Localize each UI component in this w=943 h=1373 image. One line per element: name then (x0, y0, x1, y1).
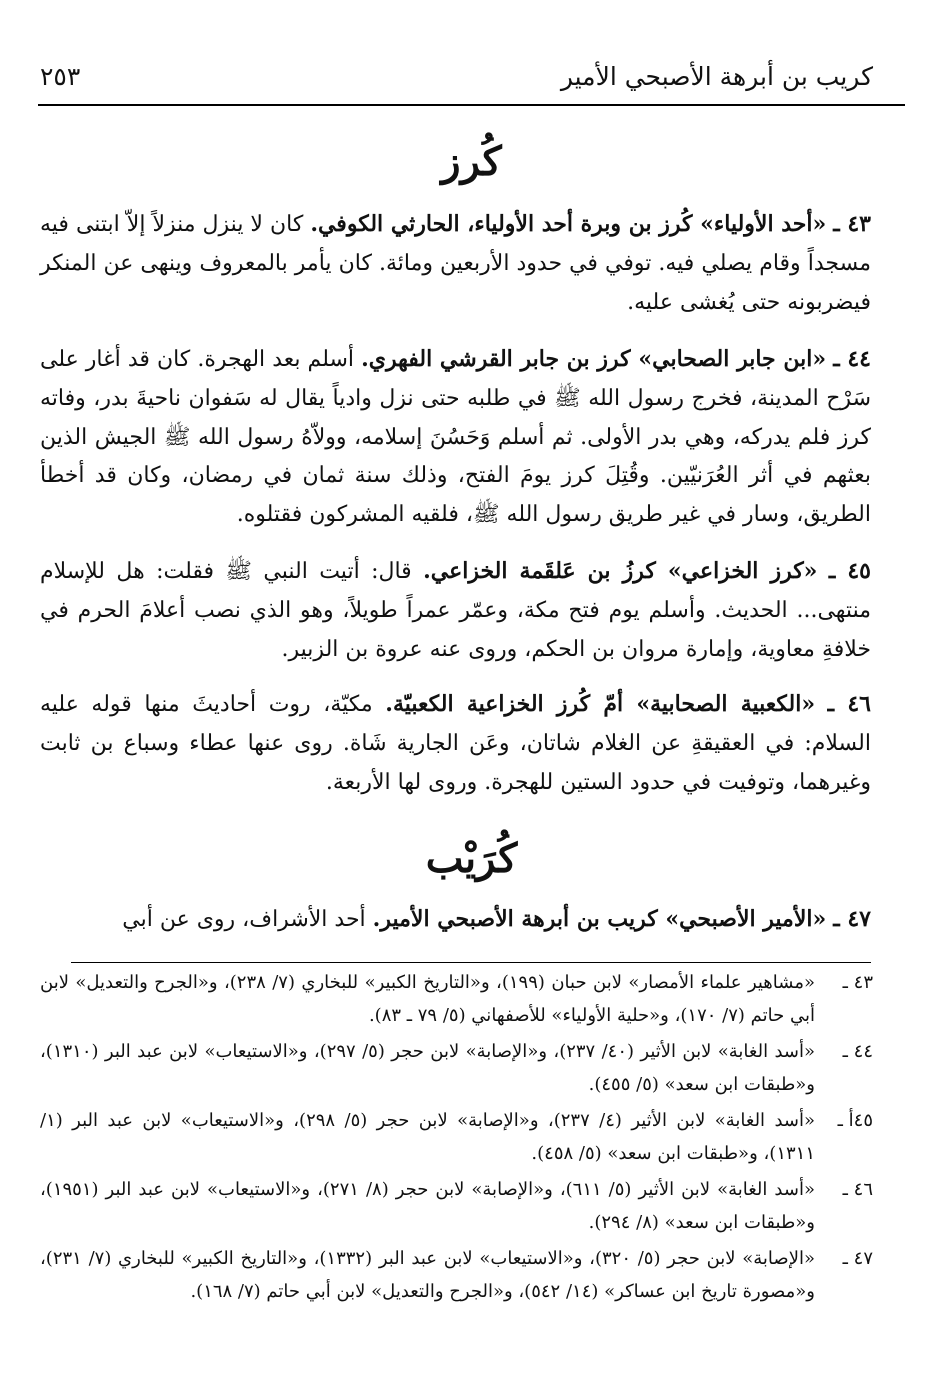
entry-46 (40, 685, 871, 802)
footnote-46 (40, 1173, 873, 1239)
footnote-text: «الإصابة» لابن حجر (٥/ ٣٢٠)، و«الاستيعاب» لابن عبد البر (١٣٣٢)، و«التاريخ الكبير» للبخاري (٧/ ٢٣١)، و«مصورة تاريخ ابن عساكر» (١٤/ ٥٤٢)، و«الجرح والتعديل» لابن أبي حاتم (٧/ ١٦٨). (40, 1248, 815, 1302)
footnote-45 (40, 1104, 873, 1170)
entry-number: ٤٧ ـ (833, 906, 871, 932)
footnote-number: ٤٦ ـ (842, 1179, 873, 1200)
entry-lead: «كرز الخزاعي» كرزُ بن عَلقَمة الخزاعي. (423, 558, 818, 584)
header-rule (38, 104, 905, 106)
entry-47 (40, 900, 871, 940)
entry-45 (40, 552, 871, 669)
entry-lead: «ابن جابر الصحابي» كرز بن جابر القرشي الفهري. (361, 346, 827, 372)
entry-lead: «الأمير الأصبحي» كريب بن أبرهة الأصبحي الأمير. (372, 906, 827, 932)
entry-text: أحد الأشراف، روى عن أبي (122, 907, 366, 932)
footnote-number: ٤٥أ ـ (837, 1110, 873, 1131)
entry-number: ٤٣ ـ (833, 211, 871, 237)
footnotes (40, 966, 873, 1311)
footnote-text: «مشاهير علماء الأمصار» لابن حبان (١٩٩)، و«التاريخ الكبير» للبخاري (٧/ ٢٣٨)، و«الجرح والتعديل» لابن أبي حاتم (٧/ ١٧٠)، و«حلية الأولياء» للأصفهاني (٥/ ٧٩ ـ ٨٣). (40, 972, 815, 1026)
footnote-47 (40, 1242, 873, 1308)
entry-text: قال: أتيت النبي ﷺ فقلت: هل للإسلام منتهى... الحديث. وأسلم يوم فتح مكة، وعمّر عمراً طويلاً، وهو الذي نصب أعلامَ الحرم في خلافةِ معاوية، وإمارة مروان بن الحكم، وروى عنه عروة بن الزبير. (40, 559, 871, 662)
entry-number: ٤٤ ـ (833, 346, 871, 372)
footnote-text: «أسد الغابة» لابن الأثير (٤/ ٢٣٧)، و«الإصابة» لابن حجر (٥/ ٢٩٨)، و«الاستيعاب» لابن عبد البر (١/ ١٣١١)، و«طبقات ابن سعد» (٥/ ٤٥٨). (40, 1110, 815, 1164)
page-number: ٢٥٣ (40, 62, 81, 91)
footnote-rule (71, 962, 871, 963)
entry-text: مكيّة، روت أحاديثَ منها قوله عليه السلام: في العقيقةِ عن الغلام شاتان، وعَن الجارية شَاة. روى عنها عطاء وسباع بن ثابت وغيرهما، وتوفيت في حدود الستين للهجرة. وروى لها الأربعة. (40, 692, 871, 795)
footnote-number: ٤٤ ـ (842, 1041, 873, 1062)
section-heading-kurayb: كُرَيْب (425, 835, 518, 882)
footnote-43 (40, 966, 873, 1032)
entry-text: أسلم بعد الهجرة. كان قد أغار على سَرْح المدينة، فخرج رسول الله ﷺ في طلبه حتى نزل وادياً يقال له سَفوان ناحيةَ بدر، وفاته كرز فلم يدركه، وهي بدر الأولى. ثم أسلم وَحَسُنَ إسلامه، وولاّهُ رسول الله ﷺ الجيش الذين بعثهم في أثر العُرَنيّين. وقُتِلَ كرز يومَ الفتح، وذلك سنة ثمان في رمضان، وكان قد أخطأ الطريق، وسار في غير طريق رسول الله ﷺ، فلقيه المشركون فقتلوه. (40, 347, 871, 528)
entry-text: كان لا ينزل منزلاً إلاّ ابتنى فيه مسجداً وقام يصلي فيه. توفي في حدود الأربعين ومائة. كان يأمر بالمعروف وينهى عن المنكر فيضربونه حتى يُغشى عليه. (40, 212, 871, 315)
running-header (40, 62, 873, 96)
running-title: كريب بن أبرهة الأصبحي الأمير (560, 62, 873, 91)
footnote-number: ٤٣ ـ (842, 972, 873, 993)
entry-lead: «أحد الأولياء» كُرز بن وبرة أحد الأولياء، الحارثي الكوفي. (310, 211, 827, 237)
footnote-text: «أسد الغابة» لابن الأثير (٥/ ٦١١)، و«الإصابة» لابن حجر (٨/ ٢٧١)، و«الاستيعاب» لابن عبد البر (١٩٥١)، و«طبقات ابن سعد» (٨/ ٢٩٤). (40, 1179, 815, 1233)
footnote-44 (40, 1035, 873, 1101)
entry-44 (40, 340, 871, 535)
entry-number: ٤٦ ـ (827, 691, 871, 717)
entry-43 (40, 205, 871, 322)
footnote-number: ٤٧ ـ (842, 1248, 873, 1269)
entry-number: ٤٥ ـ (828, 558, 871, 584)
footnote-text: «أسد الغابة» لابن الأثير (٤٠/ ٢٣٧)، و«الإصابة» لابن حجر (٥/ ٢٩٧)، و«الاستيعاب» لابن عبد البر (١٣١٠)، و«طبقات ابن سعد» (٥/ ٤٥٥). (40, 1041, 815, 1095)
entry-lead: «الكعبية الصحابية» أمّ كُرز الخزاعية الكعبيّة. (385, 691, 816, 717)
section-heading-kurz: كُرز (441, 138, 502, 185)
